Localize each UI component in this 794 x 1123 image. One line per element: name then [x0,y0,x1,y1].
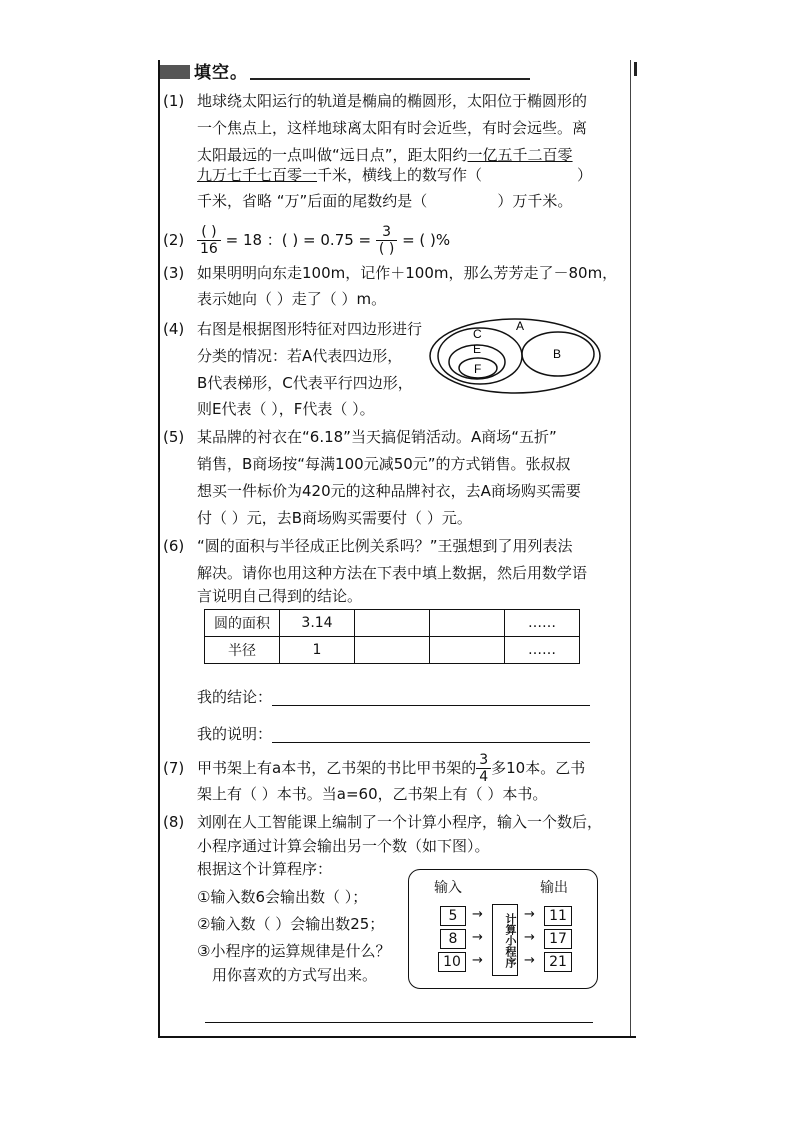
q1-line5: 千米，省略 “万”后面的尾数约是（ ）万千米。 [197,192,573,210]
table-cell: 1 [280,637,355,664]
table-cell: …… [505,610,580,637]
fraction-2: $\frac{3}{( )}$ [376,224,397,257]
output-box: 17 [544,929,572,949]
output-box: 11 [544,906,572,926]
output-box: 21 [544,952,572,972]
q5-line1: (5) 某品牌的衬衣在“6.18”当天搞促销活动。A商场“五折” [163,424,557,451]
explain-label: 我的说明： [197,725,273,743]
q7-number: (7) [163,759,185,777]
input-label: 输入 [434,880,462,896]
q5-number: (5) [163,428,185,446]
label-c: C [473,327,482,341]
q6-number: (6) [163,537,185,555]
arrow-icon: → [472,930,483,945]
q5-line4: 付（ ）元，去B商场购买需要付（ ）元。 [197,509,472,527]
table-cell[interactable] [355,637,430,664]
section-title: 填空。 [160,58,248,83]
q6-line2: 解决。请你也用这种方法在下表中填上数据，然后用数学语 [197,564,588,582]
q4-line2: 分类的情况：若A代表四边形， [197,347,403,365]
q3-line1: (3) 如果明明向东走100m，记作＋100m，那么芳芳走了－80m， [163,260,617,287]
smudge-mark [160,65,190,79]
explain-line[interactable] [272,742,590,743]
q7-line1: (7) 甲书架上有a本书，乙书架的书比甲书架的 $\frac{3}{4}$ 多10本。乙书 [163,752,586,785]
q4-line3: B代表梯形，C代表平行四边形， [197,374,413,392]
fraction-3-4: $\frac{3}{4}$ [476,752,491,785]
table-cell: 3.14 [280,610,355,637]
label-f: F [474,362,482,376]
q4-line1: (4) 右图是根据图形特征对四边形进行 [163,316,422,343]
q7-line2: 架上有（ ）本书。当a=60，乙书架上有（ ）本书。 [197,785,548,803]
table-cell[interactable] [430,610,505,637]
circle-table [204,609,580,664]
q2-percent: = ( )% [402,231,451,249]
table-row [205,610,580,637]
q6-line1: (6) “圆的面积与半径成正比例关系吗？”王强想到了用列表法 [163,533,573,560]
q1-line4: 九万七千七百零一千米，横线上的数写作（ ） [197,166,593,184]
q8-number: (8) [163,813,185,831]
page-edge-line [630,60,631,1036]
table-row [205,637,580,664]
q4-number: (4) [163,320,185,338]
arrow-icon: → [524,907,535,922]
label-e: E [473,342,482,356]
ellipse-a [430,319,600,393]
input-box: 5 [440,906,466,926]
q2-equation: = 18 ：( ) = 0.75 = [225,231,372,249]
table-cell[interactable] [430,637,505,664]
q8-step1: ①输入数6会输出数（ ）； [197,888,368,906]
q1-number: (1) [163,92,185,110]
q2-number: (2) [163,231,185,249]
program-box: 计算小程序 [492,904,518,976]
q2-line [163,224,450,257]
arrow-icon: → [524,930,535,945]
arrow-icon: → [472,953,483,968]
label-a: A [516,319,525,333]
arrow-icon: → [524,953,535,968]
q1-line3: 太阳最远的一点叫做“远日点”，距太阳约一亿五千二百零 [197,146,573,164]
q3-line2: 表示她向（ ）走了（ ）m。 [197,290,387,308]
q4-line4: 则E代表（ ），F代表（ ）。 [197,400,375,418]
conclusion-line[interactable] [272,705,590,706]
q8-step3: ③小程序的运算规律是什么？ [197,942,391,960]
q1-line1: (1) 地球绕太阳运行的轨道是椭扁的椭圆形，太阳位于椭圆形的 [163,88,587,115]
input-box: 8 [440,929,466,949]
table-cell: 圆的面积 [205,610,280,637]
input-box: 10 [438,952,466,972]
q1-line2: 一个焦点上，这样地球离太阳有时会近些，有时会远些。离 [197,119,588,137]
q8-step2: ②输入数（ ）会输出数25； [197,915,385,933]
q8-line2: 小程序通过计算会输出另一个数（如下图）。 [197,837,490,855]
q8-line3: 根据这个计算程序： [197,860,333,878]
label-b: B [553,347,562,361]
venn-diagram [428,316,602,396]
conclusion-label: 我的结论： [197,688,273,706]
arrow-icon: → [472,907,483,922]
output-label: 输出 [540,880,568,896]
title-rule [250,78,530,80]
edge-mark [634,62,637,76]
table-cell[interactable] [355,610,430,637]
table-cell: …… [505,637,580,664]
q3-number: (3) [163,264,185,282]
q8-answer-line[interactable] [205,1022,593,1023]
q8-line1: (8) 刘刚在人工智能课上编制了一个计算小程序，输入一个数后， [163,809,602,836]
q5-line3: 想买一件标价为420元的这种品牌衬衣，去A商场购买需要 [197,482,581,500]
fraction-1: $\frac{( )}{16}$ [197,224,221,257]
q5-line2: 销售，B商场按“每满100元减50元”的方式销售。张叔叔 [197,455,571,473]
q6-line3: 言说明自己得到的结论。 [197,587,363,605]
q8-step4: 用你喜欢的方式写出来。 [212,966,378,984]
table-cell: 半径 [205,637,280,664]
